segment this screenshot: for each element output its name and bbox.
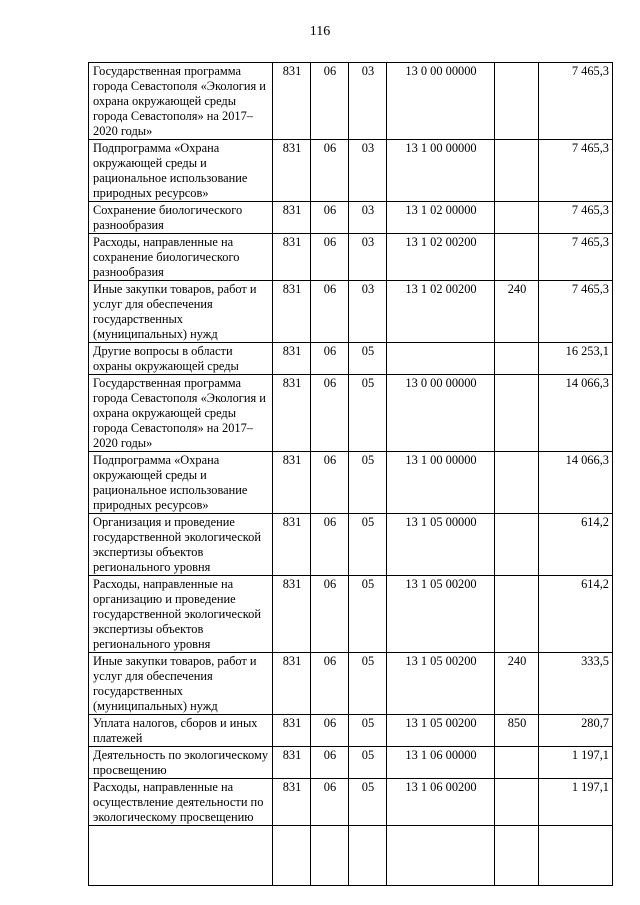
ministry-code-cell: 831 bbox=[273, 140, 311, 202]
ministry-code-cell: 831 bbox=[273, 715, 311, 747]
target-article-cell bbox=[387, 343, 495, 375]
table-row bbox=[89, 747, 613, 779]
row-name-cell: Уплата налогов, сборов и иных платежей bbox=[89, 715, 273, 747]
target-article-cell: 13 1 05 00200 bbox=[387, 715, 495, 747]
section-code-cell: 06 bbox=[311, 140, 349, 202]
section-code-cell: 06 bbox=[311, 281, 349, 343]
amount-cell: 7 465,3 bbox=[539, 234, 613, 281]
empty-cell bbox=[349, 826, 387, 886]
section-code-cell: 06 bbox=[311, 576, 349, 653]
table-body bbox=[89, 63, 613, 886]
subsection-code-cell: 05 bbox=[349, 514, 387, 576]
row-name-cell: Подпрограмма «Охрана окружающей среды и рациональное использование природных ресурсов» bbox=[89, 452, 273, 514]
subsection-code-cell: 03 bbox=[349, 140, 387, 202]
subsection-code-cell: 05 bbox=[349, 747, 387, 779]
subsection-code-cell: 05 bbox=[349, 715, 387, 747]
budget-table bbox=[88, 62, 613, 886]
ministry-code-cell: 831 bbox=[273, 779, 311, 826]
amount-cell: 7 465,3 bbox=[539, 281, 613, 343]
table-row bbox=[89, 715, 613, 747]
target-article-cell: 13 1 05 00000 bbox=[387, 514, 495, 576]
subsection-code-cell: 03 bbox=[349, 63, 387, 140]
table-row bbox=[89, 375, 613, 452]
subsection-code-cell: 05 bbox=[349, 653, 387, 715]
amount-cell: 7 465,3 bbox=[539, 140, 613, 202]
ministry-code-cell: 831 bbox=[273, 452, 311, 514]
target-article-cell: 13 1 02 00000 bbox=[387, 202, 495, 234]
expense-type-cell: 240 bbox=[495, 653, 539, 715]
amount-cell: 280,7 bbox=[539, 715, 613, 747]
section-code-cell: 06 bbox=[311, 715, 349, 747]
section-code-cell: 06 bbox=[311, 747, 349, 779]
section-code-cell: 06 bbox=[311, 63, 349, 140]
row-name-cell: Подпрограмма «Охрана окружающей среды и рациональное использование природных ресурсов» bbox=[89, 140, 273, 202]
subsection-code-cell: 05 bbox=[349, 452, 387, 514]
table-row bbox=[89, 343, 613, 375]
section-code-cell: 06 bbox=[311, 514, 349, 576]
section-code-cell: 06 bbox=[311, 452, 349, 514]
amount-cell: 614,2 bbox=[539, 576, 613, 653]
subsection-code-cell: 05 bbox=[349, 779, 387, 826]
amount-cell: 14 066,3 bbox=[539, 375, 613, 452]
amount-cell: 614,2 bbox=[539, 514, 613, 576]
row-name-cell: Организация и проведение государственной экологической экспертизы объектов регионального уровня bbox=[89, 514, 273, 576]
expense-type-cell bbox=[495, 202, 539, 234]
page-number: 116 bbox=[309, 24, 331, 39]
target-article-cell: 13 0 00 00000 bbox=[387, 375, 495, 452]
expense-type-cell bbox=[495, 576, 539, 653]
table-row bbox=[89, 779, 613, 826]
table-row bbox=[89, 234, 613, 281]
empty-row bbox=[89, 826, 613, 886]
table-row bbox=[89, 281, 613, 343]
ministry-code-cell: 831 bbox=[273, 653, 311, 715]
target-article-cell: 13 1 06 00200 bbox=[387, 779, 495, 826]
expense-type-cell bbox=[495, 140, 539, 202]
table-row bbox=[89, 202, 613, 234]
section-code-cell: 06 bbox=[311, 375, 349, 452]
table-row bbox=[89, 514, 613, 576]
row-name-cell: Государственная программа города Севастополя «Экология и охрана окружающей среды города Севастополя» на 2017–2020 годы» bbox=[89, 375, 273, 452]
table-row bbox=[89, 140, 613, 202]
empty-cell bbox=[387, 826, 495, 886]
expense-type-cell bbox=[495, 452, 539, 514]
expense-type-cell bbox=[495, 747, 539, 779]
subsection-code-cell: 05 bbox=[349, 343, 387, 375]
table-row bbox=[89, 63, 613, 140]
expense-type-cell bbox=[495, 234, 539, 281]
ministry-code-cell: 831 bbox=[273, 202, 311, 234]
empty-cell bbox=[311, 826, 349, 886]
section-code-cell: 06 bbox=[311, 653, 349, 715]
expense-type-cell bbox=[495, 514, 539, 576]
expense-type-cell: 240 bbox=[495, 281, 539, 343]
ministry-code-cell: 831 bbox=[273, 234, 311, 281]
amount-cell: 7 465,3 bbox=[539, 63, 613, 140]
subsection-code-cell: 03 bbox=[349, 234, 387, 281]
target-article-cell: 13 1 00 00000 bbox=[387, 140, 495, 202]
table-row bbox=[89, 452, 613, 514]
target-article-cell: 13 1 06 00000 bbox=[387, 747, 495, 779]
section-code-cell: 06 bbox=[311, 234, 349, 281]
empty-cell bbox=[273, 826, 311, 886]
ministry-code-cell: 831 bbox=[273, 375, 311, 452]
target-article-cell: 13 1 00 00000 bbox=[387, 452, 495, 514]
row-name-cell: Другие вопросы в области охраны окружающей среды bbox=[89, 343, 273, 375]
ministry-code-cell: 831 bbox=[273, 343, 311, 375]
expense-type-cell: 850 bbox=[495, 715, 539, 747]
row-name-cell: Иные закупки товаров, работ и услуг для обеспечения государственных (муниципальных) нужд bbox=[89, 281, 273, 343]
amount-cell: 1 197,1 bbox=[539, 779, 613, 826]
empty-cell bbox=[89, 826, 273, 886]
amount-cell: 333,5 bbox=[539, 653, 613, 715]
amount-cell: 1 197,1 bbox=[539, 747, 613, 779]
expense-type-cell bbox=[495, 343, 539, 375]
row-name-cell: Иные закупки товаров, работ и услуг для обеспечения государственных (муниципальных) нужд bbox=[89, 653, 273, 715]
target-article-cell: 13 1 02 00200 bbox=[387, 234, 495, 281]
subsection-code-cell: 03 bbox=[349, 202, 387, 234]
row-name-cell: Деятельность по экологическому просвещению bbox=[89, 747, 273, 779]
ministry-code-cell: 831 bbox=[273, 576, 311, 653]
row-name-cell: Сохранение биологического разнообразия bbox=[89, 202, 273, 234]
ministry-code-cell: 831 bbox=[273, 63, 311, 140]
expense-type-cell bbox=[495, 63, 539, 140]
ministry-code-cell: 831 bbox=[273, 514, 311, 576]
expense-type-cell bbox=[495, 375, 539, 452]
section-code-cell: 06 bbox=[311, 779, 349, 826]
section-code-cell: 06 bbox=[311, 202, 349, 234]
expense-type-cell bbox=[495, 779, 539, 826]
target-article-cell: 13 0 00 00000 bbox=[387, 63, 495, 140]
row-name-cell: Расходы, направленные на сохранение биологического разнообразия bbox=[89, 234, 273, 281]
row-name-cell: Расходы, направленные на осуществление деятельности по экологическому просвещению bbox=[89, 779, 273, 826]
empty-cell bbox=[495, 826, 539, 886]
target-article-cell: 13 1 05 00200 bbox=[387, 576, 495, 653]
amount-cell: 7 465,3 bbox=[539, 202, 613, 234]
section-code-cell: 06 bbox=[311, 343, 349, 375]
subsection-code-cell: 05 bbox=[349, 576, 387, 653]
empty-cell bbox=[539, 826, 613, 886]
amount-cell: 16 253,1 bbox=[539, 343, 613, 375]
subsection-code-cell: 03 bbox=[349, 281, 387, 343]
table-row bbox=[89, 653, 613, 715]
row-name-cell: Государственная программа города Севастополя «Экология и охрана окружающей среды города Севастополя» на 2017–2020 годы» bbox=[89, 63, 273, 140]
ministry-code-cell: 831 bbox=[273, 281, 311, 343]
amount-cell: 14 066,3 bbox=[539, 452, 613, 514]
table-row bbox=[89, 576, 613, 653]
row-name-cell: Расходы, направленные на организацию и проведение государственной экологической экспертизы объектов регионального уровня bbox=[89, 576, 273, 653]
subsection-code-cell: 05 bbox=[349, 375, 387, 452]
ministry-code-cell: 831 bbox=[273, 747, 311, 779]
target-article-cell: 13 1 02 00200 bbox=[387, 281, 495, 343]
target-article-cell: 13 1 05 00200 bbox=[387, 653, 495, 715]
